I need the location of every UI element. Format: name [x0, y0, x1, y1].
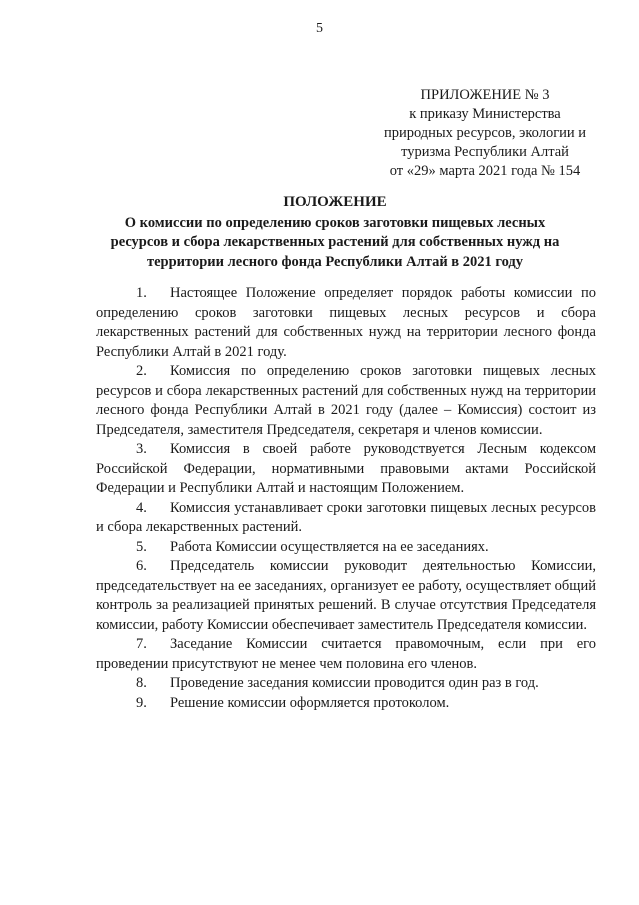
paragraph-text: Комиссия по определению сроков заготовки пищевых лесных ресурсов и сбора лекарственных растений для собственных нужд на территории лесного фонда Республики Алтай в 2021 году (далее – Комиссия) состоит из Председателя, заместителя Председателя, секретаря и членов комиссии. [96, 363, 596, 438]
paragraph-7 [96, 635, 596, 674]
paragraph-text: Заседание Комиссии считается правомочным, если при его проведении присутствуют не менее чем половина его членов. [96, 636, 596, 672]
paragraph-number: 2. [136, 363, 147, 379]
appendix-line: к приказу Министерства [409, 106, 561, 122]
paragraph-number: 7. [136, 636, 147, 652]
paragraph-text: Комиссия устанавливает сроки заготовки пищевых лесных ресурсов и сбора лекарственных растений. [96, 499, 596, 535]
paragraph-8 [96, 674, 596, 694]
paragraph-number: 1. [136, 285, 147, 301]
paragraph-4 [96, 499, 596, 538]
appendix-date-line: от «29» марта 2021 года № 154 [389, 163, 581, 179]
paragraph-text: Председатель комиссии руководит деятельностью Комиссии, председательствует на ее заседаниях, организует ее работу, осуществляет общий контроль за реализацией принятых решений. В случае отсутствия Председателя комиссии, работу Комиссии обеспечивает заместитель Председателя комиссии. [96, 558, 596, 633]
appendix-line: туризма Республики Алтай [401, 144, 569, 160]
paragraph-3 [96, 440, 596, 499]
paragraph-2 [96, 362, 596, 440]
document-subtitle-line: территории лесного фонда Республики Алтай в 2021 году [146, 253, 524, 270]
document-subtitle-line: О комиссии по определению сроков заготовки пищевых лесных [124, 214, 546, 231]
document-heading [78, 193, 592, 272]
document-title: ПОЛОЖЕНИЕ [283, 194, 387, 210]
page-number: 5 [316, 21, 323, 36]
document-body [96, 284, 596, 713]
paragraph-number: 5. [136, 538, 147, 555]
paragraph-text: Работа Комиссии осуществляется на ее заседаниях. [170, 538, 489, 555]
paragraph-6 [96, 557, 596, 635]
paragraph-text: Комиссия в своей работе руководствуется Лесным кодексом Российской Федерации, нормативными правовыми актами Российской Федерации и Республики Алтай и настоящим Положением. [96, 441, 596, 496]
paragraph-9 [96, 694, 596, 714]
appendix-line: природных ресурсов, экологии и [383, 125, 587, 141]
paragraph-1 [96, 284, 596, 362]
paragraph-number: 9. [136, 694, 147, 711]
paragraph-text: Решение комиссии оформляется протоколом. [170, 694, 450, 711]
paragraph-number: 6. [136, 558, 147, 574]
appendix-block [360, 86, 610, 181]
paragraph-text: Настоящее Положение определяет порядок работы комиссии по определению сроков заготовки пищевых лесных ресурсов и сбора лекарственных растений для собственных нужд на территории лесного фонда Республики Алтай в 2021 году. [96, 285, 596, 360]
appendix-title: ПРИЛОЖЕНИЕ № 3 [420, 87, 550, 103]
paragraph-number: 3. [136, 441, 147, 457]
paragraph-number: 8. [136, 675, 147, 691]
paragraph-5 [96, 538, 596, 558]
paragraph-text: Проведение заседания комиссии проводится один раз в год. [170, 675, 539, 691]
document-subtitle-line: ресурсов и сбора лекарственных растений для собственных нужд на [110, 234, 560, 250]
paragraph-number: 4. [136, 499, 147, 516]
